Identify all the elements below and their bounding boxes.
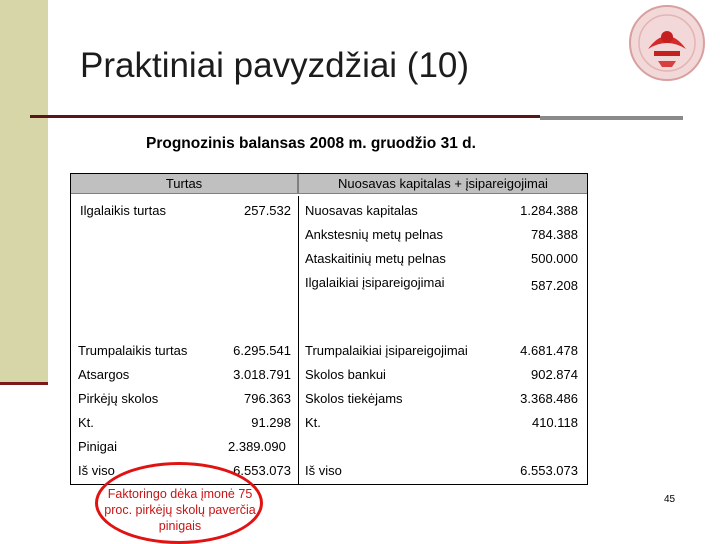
liability-label: Kt. [305, 415, 321, 430]
asset-value: 6.295.541 [233, 343, 291, 358]
liability-value: 1.284.388 [520, 203, 578, 218]
asset-label: Ilgalaikis turtas [80, 203, 166, 218]
column-divider [298, 196, 299, 485]
liability-label: Skolos bankui [305, 367, 386, 382]
asset-value: 257.532 [244, 203, 291, 218]
side-bar-divider [0, 382, 48, 385]
asset-value: 796.363 [244, 391, 291, 406]
table-caption: Prognozinis balansas 2008 m. gruodžio 31 d. [146, 135, 476, 152]
assets-header: Turtas [70, 173, 298, 194]
liability-value: 500.000 [531, 251, 578, 266]
title-underline-accent [540, 116, 683, 120]
liability-value: 902.874 [531, 367, 578, 382]
liability-label: Trumpalaikiai įsipareigojimai [305, 343, 468, 358]
liability-value: 410.118 [531, 415, 578, 430]
liability-label: Nuosavas kapitalas [305, 203, 418, 218]
liability-value: 784.388 [531, 227, 578, 242]
decorative-side-bar [0, 0, 48, 382]
liability-value: 587.208 [531, 278, 578, 293]
liability-label: Ataskaitinių metų pelnas [305, 251, 446, 266]
asset-label: Atsargos [78, 367, 130, 382]
university-seal-icon [628, 3, 706, 83]
asset-value: 91.298 [251, 415, 291, 430]
asset-value: 3.018.791 [233, 367, 291, 382]
page-number: 45 [664, 494, 676, 505]
asset-value: 6.553.073 [233, 463, 291, 478]
balance-table [70, 173, 588, 485]
factoring-note: Faktoringo dėka įmonė 75 proc. pirkėjų skolų paverčia pinigais [104, 487, 256, 533]
title-underline [30, 115, 540, 118]
equity-liabilities-header: Nuosavas kapitalas + įsipareigojimai [298, 173, 588, 194]
asset-label: Kt. [78, 415, 94, 430]
liability-label: Iš viso [305, 463, 342, 478]
liability-value: 6.553.073 [520, 463, 578, 478]
liability-value: 4.681.478 [520, 343, 578, 358]
liability-label: Skolos tiekėjams [305, 391, 403, 406]
asset-label: Pirkėjų skolos [78, 391, 159, 406]
liability-value: 3.368.486 [520, 391, 578, 406]
asset-value: 2.389.090 [228, 439, 286, 454]
slide-title: Praktiniai pavyzdžiai (10) [80, 46, 470, 85]
asset-label: Trumpalaikis turtas [78, 343, 188, 358]
liability-label: Ankstesnių metų pelnas [305, 227, 444, 242]
liability-label: Ilgalaikiai įsipareigojimai [305, 275, 445, 290]
asset-label: Pinigai [78, 439, 118, 454]
asset-label: Iš viso [78, 463, 115, 478]
